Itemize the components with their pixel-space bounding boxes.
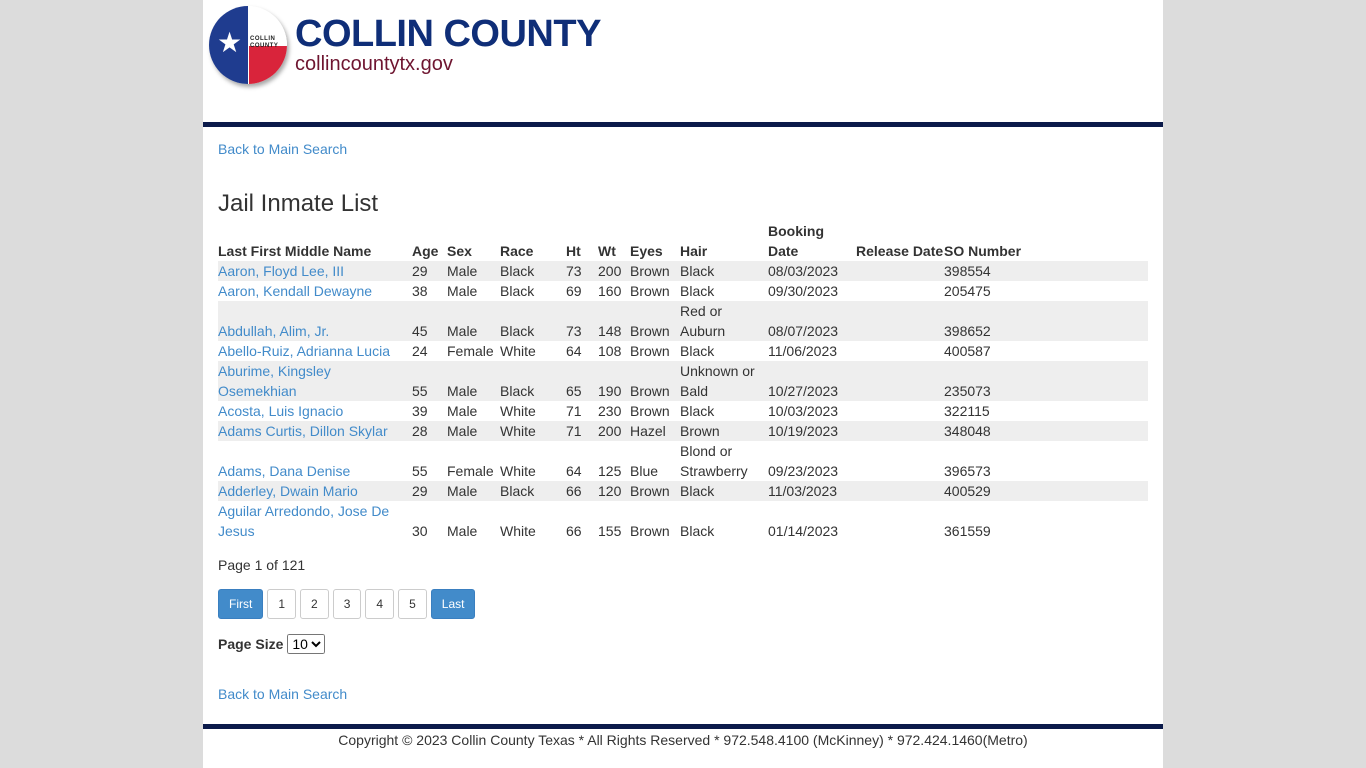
collin-county-logo[interactable]	[209, 6, 601, 84]
cell: 64	[566, 343, 582, 359]
cell	[218, 501, 412, 541]
cell: White	[500, 403, 536, 419]
cell: Black	[680, 523, 715, 539]
cell	[218, 261, 412, 281]
table-row	[218, 361, 1148, 401]
header-divider	[203, 122, 1163, 127]
cell: 190	[598, 383, 622, 399]
column-header: Release Date	[856, 243, 944, 259]
cell	[856, 341, 944, 361]
table-row	[218, 401, 1148, 421]
cell	[856, 441, 944, 481]
inmate-name-link[interactable]: Aburime, Kingsley Osemekhian	[218, 363, 331, 399]
cell: 230	[598, 403, 622, 419]
cell: 08/03/2023	[768, 263, 839, 279]
cell: 10/19/2023	[768, 423, 839, 439]
cell: Male	[447, 423, 478, 439]
pager-2-button[interactable]: 2	[300, 589, 329, 619]
cell: 08/07/2023	[768, 323, 839, 339]
cell: Blue	[630, 463, 659, 479]
cell: White	[500, 423, 536, 439]
logo-title: COLLIN COUNTY	[295, 13, 601, 55]
column-header: Ht	[566, 243, 581, 259]
column-header: Race	[500, 243, 534, 259]
cell: Female	[447, 463, 494, 479]
table-row	[218, 421, 1148, 441]
column-header: SO Number	[944, 243, 1022, 259]
inmate-name-link[interactable]: Aguilar Arredondo, Jose De Jesus	[218, 503, 390, 539]
page-size-label: Page Size	[218, 636, 284, 652]
cell	[856, 261, 944, 281]
cell: Male	[447, 263, 478, 279]
cell	[856, 281, 944, 301]
table-row	[218, 261, 1148, 281]
table-row	[218, 301, 1148, 341]
cell: Male	[447, 323, 478, 339]
cell: White	[500, 343, 536, 359]
cell: Brown	[630, 403, 670, 419]
logo-url: collincountytx.gov	[295, 53, 453, 75]
cell: 71	[566, 403, 582, 419]
cell: Black	[500, 383, 535, 399]
cell: 200	[598, 263, 622, 279]
cell: 148	[598, 323, 622, 339]
cell: Brown	[630, 343, 670, 359]
cell: 200	[598, 423, 622, 439]
cell	[856, 501, 944, 541]
cell: 160	[598, 283, 622, 299]
footer-copyright: Copyright © 2023 Collin County Texas * All Rights Reserved * 972.548.4100 (McKinney) * 972.424.1460(Metro)	[338, 732, 1028, 748]
cell	[856, 421, 944, 441]
cell: Hazel	[630, 423, 666, 439]
table-row	[218, 501, 1148, 541]
cell: 398554	[944, 263, 991, 279]
cell: Brown	[630, 263, 670, 279]
cell: Male	[447, 483, 478, 499]
back-to-main-search-link-bottom[interactable]: Back to Main Search	[218, 686, 348, 702]
cell: 398652	[944, 323, 991, 339]
inmate-name-link[interactable]: Abello-Ruiz, Adrianna Lucia	[218, 343, 390, 359]
cell: Brown	[630, 383, 670, 399]
cell: Red or Auburn	[680, 303, 726, 339]
cell	[218, 361, 412, 401]
column-header: Booking Date	[768, 223, 824, 259]
cell	[856, 481, 944, 501]
cell: 205475	[944, 283, 991, 299]
cell: 24	[412, 343, 428, 359]
pager-3-button[interactable]: 3	[333, 589, 362, 619]
cell: 66	[566, 523, 582, 539]
cell: Brown	[630, 283, 670, 299]
cell	[218, 481, 412, 501]
page	[203, 0, 1163, 768]
cell: 400529	[944, 483, 991, 499]
inmate-table	[218, 221, 1148, 541]
cell: Black	[680, 343, 715, 359]
cell: 73	[566, 263, 582, 279]
column-header: Age	[412, 243, 439, 259]
cell: 10/03/2023	[768, 403, 839, 419]
cell: Male	[447, 283, 478, 299]
column-header: Sex	[447, 243, 472, 259]
cell: 361559	[944, 523, 991, 539]
table-row	[218, 481, 1148, 501]
cell: Black	[680, 403, 715, 419]
column-header: Wt	[598, 243, 616, 259]
cell: 64	[566, 463, 582, 479]
pager-5-button[interactable]: 5	[398, 589, 427, 619]
cell: Black	[500, 263, 535, 279]
cell: 09/30/2023	[768, 283, 839, 299]
cell: Black	[680, 283, 715, 299]
cell: 69	[566, 283, 582, 299]
county-seal-icon: ★ COLLIN COUNTY	[209, 6, 287, 84]
cell	[856, 301, 944, 341]
cell: Brown	[680, 423, 720, 439]
cell	[218, 301, 412, 341]
pager-first-button[interactable]: First	[218, 589, 263, 619]
cell: 322115	[944, 403, 990, 419]
cell	[218, 341, 412, 361]
pagination	[218, 589, 1148, 619]
cell	[218, 401, 412, 421]
inmate-name-link[interactable]: Aaron, Kendall Dewayne	[218, 283, 373, 299]
cell	[218, 441, 412, 481]
table-row	[218, 281, 1148, 301]
cell: Male	[447, 383, 478, 399]
cell: Black	[680, 483, 715, 499]
cell: 09/23/2023	[768, 463, 839, 479]
cell: 396573	[944, 463, 991, 479]
cell: 39	[412, 403, 428, 419]
cell: 348048	[944, 423, 991, 439]
cell: Brown	[630, 523, 670, 539]
back-to-main-search-link[interactable]: Back to Main Search	[218, 141, 348, 157]
cell: Brown	[630, 323, 670, 339]
inmate-name-link[interactable]: Aaron, Floyd Lee, III	[218, 263, 345, 279]
cell: Black	[500, 283, 535, 299]
cell	[218, 421, 412, 441]
cell: 65	[566, 383, 582, 399]
cell: White	[500, 463, 536, 479]
inmate-name-link[interactable]: Acosta, Luis Ignacio	[218, 403, 344, 419]
cell: 125	[598, 463, 622, 479]
column-header: Last First Middle Name	[218, 243, 372, 259]
cell: Black	[500, 323, 535, 339]
page-title: Jail Inmate List	[218, 190, 379, 217]
cell: 45	[412, 323, 428, 339]
table-row	[218, 341, 1148, 361]
cell: 55	[412, 463, 428, 479]
cell: 235073	[944, 383, 991, 399]
header	[203, 0, 1163, 122]
cell: 73	[566, 323, 582, 339]
inmate-name-link[interactable]: Adams, Dana Denise	[218, 463, 351, 479]
column-header: Hair	[680, 243, 708, 259]
table-row	[218, 441, 1148, 481]
cell	[218, 281, 412, 301]
cell: 28	[412, 423, 428, 439]
cell	[856, 361, 944, 401]
cell: 30	[412, 523, 428, 539]
cell: 120	[598, 483, 622, 499]
cell: 29	[412, 263, 428, 279]
inmate-name-link[interactable]: Adams Curtis, Dillon Skylar	[218, 423, 388, 439]
cell: 29	[412, 483, 428, 499]
cell: Black	[500, 483, 535, 499]
cell: Female	[447, 343, 494, 359]
cell: 11/06/2023	[768, 343, 838, 359]
page-info: Page 1 of 121	[218, 557, 306, 573]
pager-1-button[interactable]: 1	[267, 589, 296, 619]
cell: 55	[412, 383, 428, 399]
pager-4-button[interactable]: 4	[365, 589, 394, 619]
cell: 71	[566, 423, 582, 439]
cell: 01/14/2023	[768, 523, 839, 539]
cell: White	[500, 523, 536, 539]
cell: Male	[447, 523, 478, 539]
page-size-select[interactable]	[287, 634, 325, 654]
cell: Black	[680, 263, 715, 279]
cell: 108	[598, 343, 622, 359]
cell: 155	[598, 523, 622, 539]
cell: Unknown or Bald	[680, 363, 755, 399]
cell: 400587	[944, 343, 991, 359]
cell: Male	[447, 403, 478, 419]
cell: Blond or Strawberry	[680, 443, 748, 479]
cell: 66	[566, 483, 582, 499]
column-header: Eyes	[630, 243, 663, 259]
cell: 38	[412, 283, 428, 299]
cell: 10/27/2023	[768, 383, 839, 399]
pager-last-button[interactable]: Last	[431, 589, 476, 619]
cell: Brown	[630, 483, 670, 499]
inmate-name-link[interactable]: Abdullah, Alim, Jr.	[218, 323, 330, 339]
page-size	[218, 634, 1148, 654]
inmate-name-link[interactable]: Adderley, Dwain Mario	[218, 483, 358, 499]
cell	[856, 401, 944, 421]
cell: 11/03/2023	[768, 483, 838, 499]
